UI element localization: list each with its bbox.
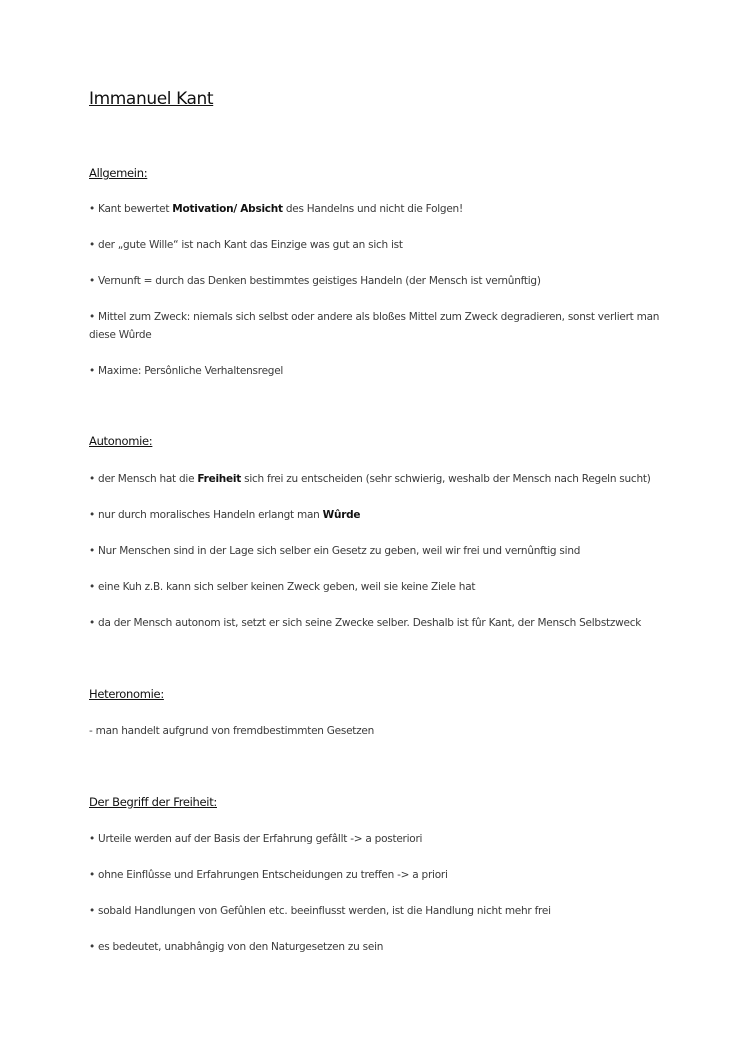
list-item: • sobald Handlungen von Gefûhlen etc. beeinflusst werden, ist die Handlung nicht mehr frei: [89, 905, 551, 917]
section-heading-heteronomie: Heteronomie:: [89, 687, 164, 701]
list-item: • eine Kuh z.B. kann sich selber keinen Zweck geben, weil sie keine Ziele hat: [89, 581, 476, 593]
list-item: • Urteile werden auf der Basis der Erfahrung gefâllt -> a posteriori: [89, 833, 423, 845]
list-item: • da der Mensch autonom ist, setzt er sich seine Zwecke selber. Deshalb ist fûr Kant, der Mensch Selbstzweck: [89, 617, 642, 629]
list-item: • Kant bewertet Motivation/ Absicht des Handelns und nicht die Folgen!: [89, 203, 463, 215]
bold-term: Wûrde: [322, 509, 361, 521]
list-item: • ohne Einflûsse und Erfahrungen Entscheidungen zu treffen -> a priori: [89, 869, 448, 881]
section-heading-autonomie: Autonomie:: [89, 434, 153, 448]
list-item: • Vernunft = durch das Denken bestimmtes geistiges Handeln (der Mensch ist vernûnftig): [89, 275, 541, 287]
section-heading-freiheit: Der Begriff der Freiheit:: [89, 795, 217, 809]
section-heading-allgemein: Allgemein:: [89, 166, 148, 180]
bold-term: Motivation/ Absicht: [172, 203, 283, 215]
list-item: • der „gute Wille“ ist nach Kant das Einzige was gut an sich ist: [89, 239, 403, 251]
list-item: • nur durch moralisches Handeln erlangt man Wûrde: [89, 509, 361, 521]
bold-term: Freiheit: [197, 473, 242, 485]
list-item: - man handelt aufgrund von fremdbestimmten Gesetzen: [89, 725, 375, 737]
list-item: • Nur Menschen sind in der Lage sich selber ein Gesetz zu geben, weil wir frei und vernûnftig sind: [89, 545, 581, 557]
page-title: Immanuel Kant: [89, 89, 214, 109]
list-item: • der Mensch hat die Freiheit sich frei zu entscheiden (sehr schwierig, weshalb der Mensch nach Regeln sucht): [89, 473, 651, 485]
list-item: • Mittel zum Zweck: niemals sich selbst oder andere als bloßes Mittel zum Zweck degradieren, sonst verliert man diese Wûrde: [89, 311, 660, 341]
list-item: • Maxime: Persônliche Verhaltensregel: [89, 365, 284, 377]
list-item: • es bedeutet, unabhângig von den Naturgesetzen zu sein: [89, 941, 384, 953]
